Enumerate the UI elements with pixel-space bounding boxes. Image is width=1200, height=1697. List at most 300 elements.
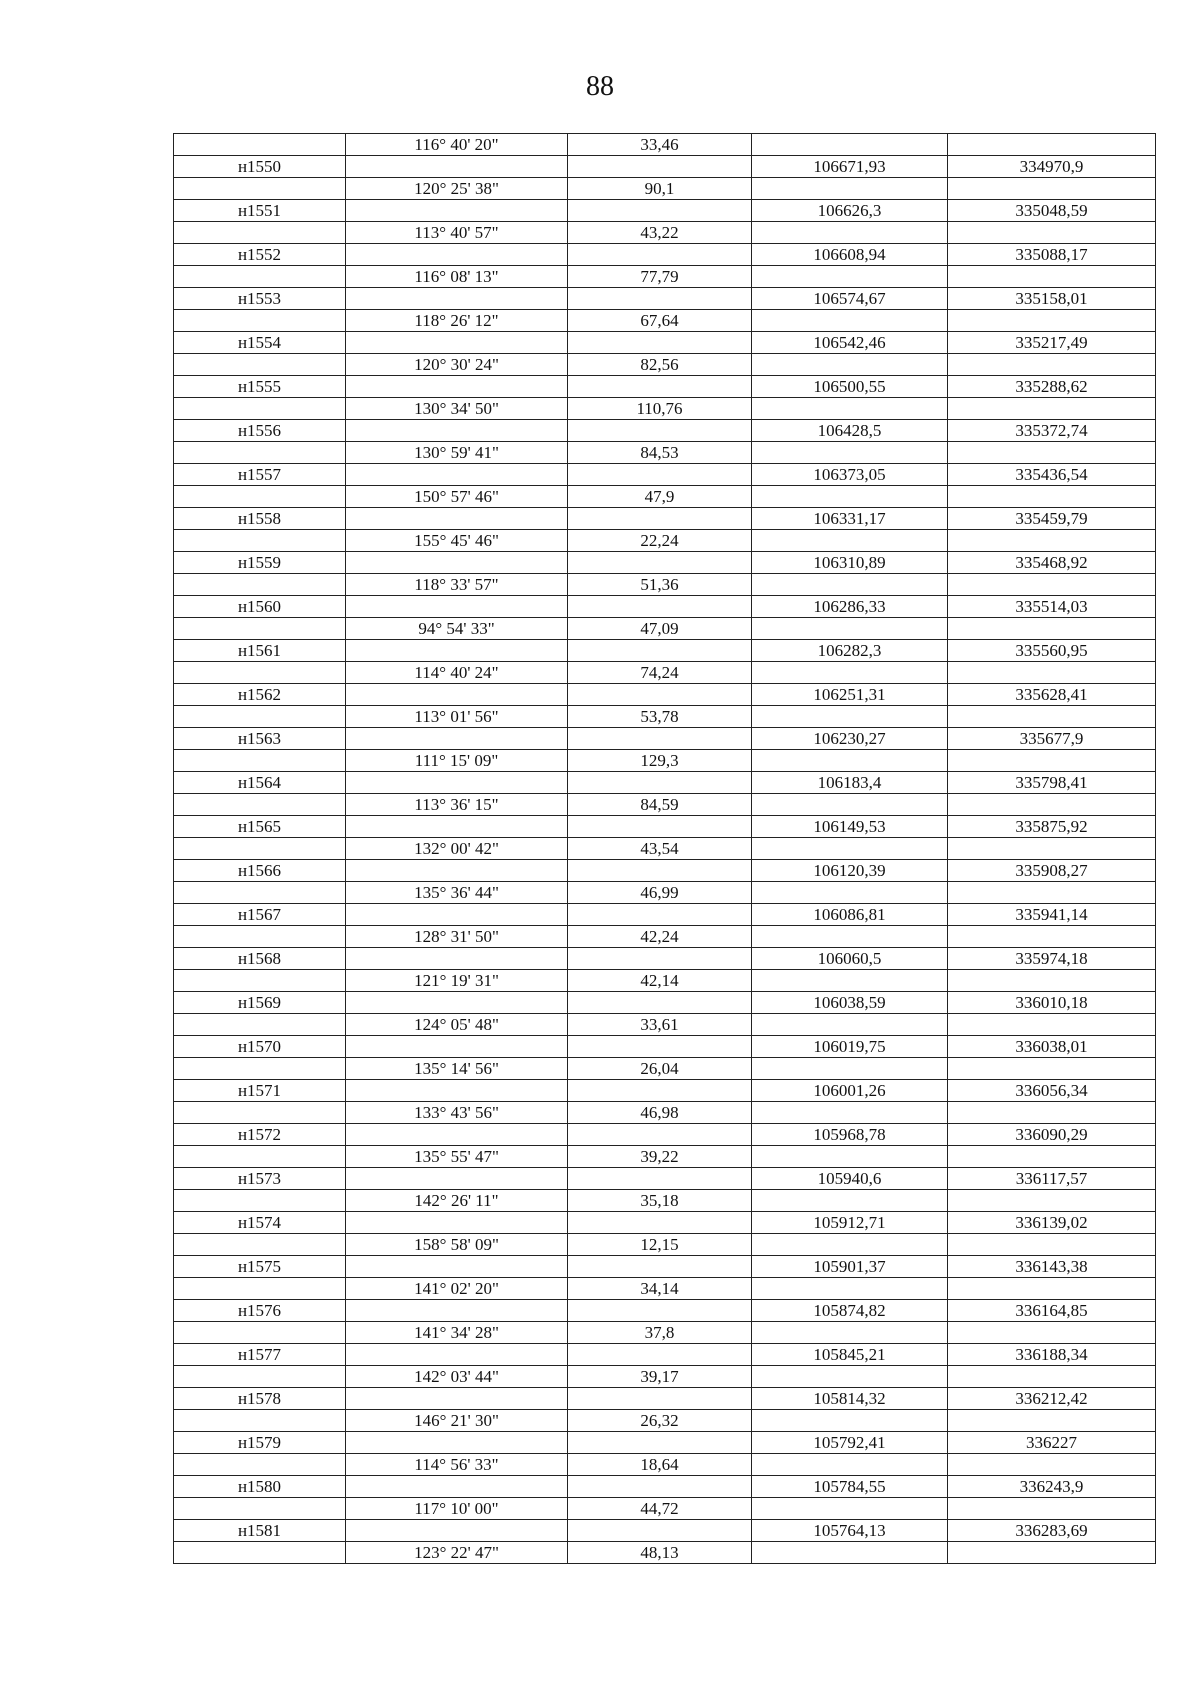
- y-coordinate-cell: 335459,79: [948, 508, 1156, 530]
- direction-angle-cell: [346, 200, 568, 222]
- segment-row: [174, 662, 1156, 684]
- segment-length-cell: [568, 1256, 752, 1278]
- direction-angle-cell: [346, 1124, 568, 1146]
- x-coordinate-cell: [752, 926, 948, 948]
- segment-length-cell: 26,32: [568, 1410, 752, 1432]
- point-name-cell: [174, 222, 346, 244]
- y-coordinate-cell: 336139,02: [948, 1212, 1156, 1234]
- point-row: [174, 1212, 1156, 1234]
- segment-length-cell: [568, 508, 752, 530]
- x-coordinate-cell: 106626,3: [752, 200, 948, 222]
- segment-row: [174, 1278, 1156, 1300]
- x-coordinate-cell: 106183,4: [752, 772, 948, 794]
- y-coordinate-cell: [948, 750, 1156, 772]
- segment-length-cell: 77,79: [568, 266, 752, 288]
- point-name-cell: [174, 662, 346, 684]
- x-coordinate-cell: 106251,31: [752, 684, 948, 706]
- segment-length-cell: [568, 596, 752, 618]
- point-name-cell: н1580: [174, 1476, 346, 1498]
- y-coordinate-cell: 335628,41: [948, 684, 1156, 706]
- x-coordinate-cell: [752, 1454, 948, 1476]
- point-name-cell: [174, 398, 346, 420]
- point-name-cell: [174, 926, 346, 948]
- y-coordinate-cell: [948, 1542, 1156, 1564]
- direction-angle-cell: 133° 43' 56": [346, 1102, 568, 1124]
- direction-angle-cell: [346, 332, 568, 354]
- segment-length-cell: 37,8: [568, 1322, 752, 1344]
- x-coordinate-cell: [752, 1322, 948, 1344]
- point-row: [174, 332, 1156, 354]
- x-coordinate-cell: [752, 1146, 948, 1168]
- y-coordinate-cell: [948, 1366, 1156, 1388]
- point-name-cell: н1552: [174, 244, 346, 266]
- x-coordinate-cell: [752, 398, 948, 420]
- segment-row: [174, 310, 1156, 332]
- direction-angle-cell: [346, 288, 568, 310]
- segment-row: [174, 530, 1156, 552]
- x-coordinate-cell: 106120,39: [752, 860, 948, 882]
- y-coordinate-cell: [948, 1146, 1156, 1168]
- point-name-cell: н1574: [174, 1212, 346, 1234]
- point-name-cell: н1559: [174, 552, 346, 574]
- x-coordinate-cell: 105814,32: [752, 1388, 948, 1410]
- point-row: [174, 1388, 1156, 1410]
- segment-length-cell: 51,36: [568, 574, 752, 596]
- point-row: [174, 156, 1156, 178]
- y-coordinate-cell: 336188,34: [948, 1344, 1156, 1366]
- x-coordinate-cell: 106310,89: [752, 552, 948, 574]
- segment-length-cell: 43,22: [568, 222, 752, 244]
- segment-row: [174, 750, 1156, 772]
- point-name-cell: [174, 134, 346, 156]
- y-coordinate-cell: [948, 1278, 1156, 1300]
- x-coordinate-cell: 105764,13: [752, 1520, 948, 1542]
- segment-length-cell: [568, 640, 752, 662]
- y-coordinate-cell: 335974,18: [948, 948, 1156, 970]
- direction-angle-cell: 130° 34' 50": [346, 398, 568, 420]
- y-coordinate-cell: 335158,01: [948, 288, 1156, 310]
- x-coordinate-cell: [752, 794, 948, 816]
- direction-angle-cell: 150° 57' 46": [346, 486, 568, 508]
- x-coordinate-cell: 106282,3: [752, 640, 948, 662]
- segment-length-cell: [568, 1432, 752, 1454]
- point-name-cell: [174, 1542, 346, 1564]
- coordinates-table-body: [174, 134, 1156, 1564]
- segment-row: [174, 1542, 1156, 1564]
- y-coordinate-cell: [948, 354, 1156, 376]
- y-coordinate-cell: [948, 838, 1156, 860]
- point-name-cell: н1567: [174, 904, 346, 926]
- direction-angle-cell: [346, 1432, 568, 1454]
- x-coordinate-cell: 105874,82: [752, 1300, 948, 1322]
- segment-length-cell: 46,99: [568, 882, 752, 904]
- segment-length-cell: [568, 244, 752, 266]
- segment-row: [174, 1410, 1156, 1432]
- direction-angle-cell: [346, 640, 568, 662]
- x-coordinate-cell: [752, 354, 948, 376]
- segment-row: [174, 134, 1156, 156]
- x-coordinate-cell: 106542,46: [752, 332, 948, 354]
- y-coordinate-cell: [948, 1454, 1156, 1476]
- y-coordinate-cell: 335468,92: [948, 552, 1156, 574]
- segment-length-cell: [568, 992, 752, 1014]
- direction-angle-cell: 130° 59' 41": [346, 442, 568, 464]
- segment-length-cell: 34,14: [568, 1278, 752, 1300]
- direction-angle-cell: [346, 1212, 568, 1234]
- y-coordinate-cell: 335514,03: [948, 596, 1156, 618]
- point-row: [174, 420, 1156, 442]
- y-coordinate-cell: 335941,14: [948, 904, 1156, 926]
- point-name-cell: н1556: [174, 420, 346, 442]
- y-coordinate-cell: [948, 222, 1156, 244]
- y-coordinate-cell: 335908,27: [948, 860, 1156, 882]
- segment-length-cell: [568, 464, 752, 486]
- point-name-cell: [174, 530, 346, 552]
- segment-row: [174, 398, 1156, 420]
- segment-length-cell: 39,17: [568, 1366, 752, 1388]
- y-coordinate-cell: [948, 398, 1156, 420]
- segment-row: [174, 926, 1156, 948]
- segment-length-cell: [568, 288, 752, 310]
- segment-length-cell: 12,15: [568, 1234, 752, 1256]
- x-coordinate-cell: 106086,81: [752, 904, 948, 926]
- point-row: [174, 904, 1156, 926]
- point-name-cell: н1572: [174, 1124, 346, 1146]
- y-coordinate-cell: 336243,9: [948, 1476, 1156, 1498]
- x-coordinate-cell: [752, 618, 948, 640]
- direction-angle-cell: [346, 948, 568, 970]
- y-coordinate-cell: [948, 794, 1156, 816]
- segment-length-cell: [568, 376, 752, 398]
- direction-angle-cell: 116° 40' 20": [346, 134, 568, 156]
- x-coordinate-cell: 106230,27: [752, 728, 948, 750]
- segment-length-cell: [568, 1344, 752, 1366]
- point-name-cell: н1569: [174, 992, 346, 1014]
- direction-angle-cell: [346, 992, 568, 1014]
- point-row: [174, 1256, 1156, 1278]
- point-row: [174, 200, 1156, 222]
- direction-angle-cell: [346, 464, 568, 486]
- y-coordinate-cell: [948, 1190, 1156, 1212]
- segment-length-cell: 42,14: [568, 970, 752, 992]
- point-name-cell: [174, 574, 346, 596]
- segment-row: [174, 882, 1156, 904]
- direction-angle-cell: 128° 31' 50": [346, 926, 568, 948]
- x-coordinate-cell: [752, 1190, 948, 1212]
- direction-angle-cell: 120° 30' 24": [346, 354, 568, 376]
- segment-row: [174, 354, 1156, 376]
- x-coordinate-cell: [752, 882, 948, 904]
- segment-length-cell: 67,64: [568, 310, 752, 332]
- y-coordinate-cell: [948, 618, 1156, 640]
- segment-length-cell: 48,13: [568, 1542, 752, 1564]
- direction-angle-cell: 94° 54' 33": [346, 618, 568, 640]
- y-coordinate-cell: 335372,74: [948, 420, 1156, 442]
- direction-angle-cell: [346, 728, 568, 750]
- x-coordinate-cell: 105792,41: [752, 1432, 948, 1454]
- segment-row: [174, 794, 1156, 816]
- x-coordinate-cell: 105912,71: [752, 1212, 948, 1234]
- y-coordinate-cell: 336212,42: [948, 1388, 1156, 1410]
- y-coordinate-cell: 335875,92: [948, 816, 1156, 838]
- segment-row: [174, 486, 1156, 508]
- x-coordinate-cell: [752, 838, 948, 860]
- point-name-cell: [174, 882, 346, 904]
- x-coordinate-cell: 105968,78: [752, 1124, 948, 1146]
- direction-angle-cell: 135° 14' 56": [346, 1058, 568, 1080]
- point-row: [174, 244, 1156, 266]
- point-name-cell: [174, 706, 346, 728]
- segment-length-cell: 44,72: [568, 1498, 752, 1520]
- y-coordinate-cell: [948, 1410, 1156, 1432]
- segment-row: [174, 178, 1156, 200]
- segment-length-cell: 129,3: [568, 750, 752, 772]
- direction-angle-cell: 142° 26' 11": [346, 1190, 568, 1212]
- point-name-cell: н1554: [174, 332, 346, 354]
- direction-angle-cell: [346, 1080, 568, 1102]
- x-coordinate-cell: [752, 1102, 948, 1124]
- x-coordinate-cell: [752, 310, 948, 332]
- direction-angle-cell: 113° 01' 56": [346, 706, 568, 728]
- point-row: [174, 552, 1156, 574]
- segment-length-cell: [568, 1212, 752, 1234]
- direction-angle-cell: 158° 58' 09": [346, 1234, 568, 1256]
- page-number: 88: [586, 71, 614, 102]
- y-coordinate-cell: 335048,59: [948, 200, 1156, 222]
- y-coordinate-cell: 336117,57: [948, 1168, 1156, 1190]
- segment-length-cell: 110,76: [568, 398, 752, 420]
- segment-length-cell: 35,18: [568, 1190, 752, 1212]
- y-coordinate-cell: 336227: [948, 1432, 1156, 1454]
- y-coordinate-cell: 336164,85: [948, 1300, 1156, 1322]
- direction-angle-cell: 111° 15' 09": [346, 750, 568, 772]
- point-row: [174, 816, 1156, 838]
- direction-angle-cell: 121° 19' 31": [346, 970, 568, 992]
- direction-angle-cell: [346, 816, 568, 838]
- point-name-cell: [174, 794, 346, 816]
- segment-length-cell: [568, 552, 752, 574]
- x-coordinate-cell: [752, 750, 948, 772]
- segment-length-cell: [568, 1168, 752, 1190]
- x-coordinate-cell: [752, 706, 948, 728]
- point-row: [174, 684, 1156, 706]
- direction-angle-cell: [346, 860, 568, 882]
- segment-length-cell: [568, 1080, 752, 1102]
- y-coordinate-cell: 335560,95: [948, 640, 1156, 662]
- x-coordinate-cell: [752, 486, 948, 508]
- point-row: [174, 1036, 1156, 1058]
- x-coordinate-cell: 105940,6: [752, 1168, 948, 1190]
- point-name-cell: [174, 1322, 346, 1344]
- x-coordinate-cell: [752, 1542, 948, 1564]
- segment-length-cell: [568, 1300, 752, 1322]
- direction-angle-cell: 146° 21' 30": [346, 1410, 568, 1432]
- point-name-cell: н1573: [174, 1168, 346, 1190]
- segment-length-cell: 26,04: [568, 1058, 752, 1080]
- segment-row: [174, 1102, 1156, 1124]
- y-coordinate-cell: [948, 442, 1156, 464]
- y-coordinate-cell: [948, 926, 1156, 948]
- direction-angle-cell: [346, 156, 568, 178]
- segment-row: [174, 222, 1156, 244]
- y-coordinate-cell: [948, 1058, 1156, 1080]
- segment-length-cell: 90,1: [568, 178, 752, 200]
- segment-row: [174, 1234, 1156, 1256]
- point-name-cell: н1555: [174, 376, 346, 398]
- x-coordinate-cell: 106038,59: [752, 992, 948, 1014]
- y-coordinate-cell: [948, 1102, 1156, 1124]
- segment-length-cell: [568, 816, 752, 838]
- point-name-cell: н1579: [174, 1432, 346, 1454]
- segment-length-cell: [568, 728, 752, 750]
- point-row: [174, 288, 1156, 310]
- segment-length-cell: 84,53: [568, 442, 752, 464]
- segment-length-cell: 47,9: [568, 486, 752, 508]
- direction-angle-cell: [346, 772, 568, 794]
- point-name-cell: н1561: [174, 640, 346, 662]
- point-name-cell: [174, 354, 346, 376]
- direction-angle-cell: [346, 552, 568, 574]
- direction-angle-cell: [346, 1300, 568, 1322]
- segment-row: [174, 1146, 1156, 1168]
- point-name-cell: [174, 1102, 346, 1124]
- point-row: [174, 464, 1156, 486]
- point-name-cell: н1564: [174, 772, 346, 794]
- point-name-cell: н1575: [174, 1256, 346, 1278]
- y-coordinate-cell: 335436,54: [948, 464, 1156, 486]
- x-coordinate-cell: [752, 1498, 948, 1520]
- direction-angle-cell: 118° 33' 57": [346, 574, 568, 596]
- direction-angle-cell: 117° 10' 00": [346, 1498, 568, 1520]
- y-coordinate-cell: [948, 882, 1156, 904]
- x-coordinate-cell: 106060,5: [752, 948, 948, 970]
- point-row: [174, 1168, 1156, 1190]
- point-row: [174, 1080, 1156, 1102]
- segment-length-cell: [568, 1388, 752, 1410]
- point-name-cell: н1578: [174, 1388, 346, 1410]
- segment-length-cell: 53,78: [568, 706, 752, 728]
- direction-angle-cell: [346, 1520, 568, 1542]
- point-name-cell: [174, 1146, 346, 1168]
- direction-angle-cell: 116° 08' 13": [346, 266, 568, 288]
- segment-length-cell: 39,22: [568, 1146, 752, 1168]
- segment-length-cell: [568, 772, 752, 794]
- x-coordinate-cell: [752, 1058, 948, 1080]
- point-name-cell: н1558: [174, 508, 346, 530]
- point-row: [174, 948, 1156, 970]
- point-name-cell: н1577: [174, 1344, 346, 1366]
- segment-length-cell: [568, 332, 752, 354]
- segment-length-cell: [568, 420, 752, 442]
- point-name-cell: н1553: [174, 288, 346, 310]
- y-coordinate-cell: 335217,49: [948, 332, 1156, 354]
- direction-angle-cell: 123° 22' 47": [346, 1542, 568, 1564]
- direction-angle-cell: [346, 596, 568, 618]
- y-coordinate-cell: 336283,69: [948, 1520, 1156, 1542]
- direction-angle-cell: 142° 03' 44": [346, 1366, 568, 1388]
- x-coordinate-cell: 106149,53: [752, 816, 948, 838]
- segment-length-cell: 33,61: [568, 1014, 752, 1036]
- y-coordinate-cell: [948, 530, 1156, 552]
- x-coordinate-cell: [752, 178, 948, 200]
- point-name-cell: [174, 1058, 346, 1080]
- y-coordinate-cell: [948, 706, 1156, 728]
- point-name-cell: н1560: [174, 596, 346, 618]
- segment-row: [174, 1498, 1156, 1520]
- segment-length-cell: 82,56: [568, 354, 752, 376]
- segment-length-cell: 42,24: [568, 926, 752, 948]
- point-row: [174, 596, 1156, 618]
- direction-angle-cell: [346, 1256, 568, 1278]
- direction-angle-cell: 114° 40' 24": [346, 662, 568, 684]
- y-coordinate-cell: [948, 310, 1156, 332]
- direction-angle-cell: 114° 56' 33": [346, 1454, 568, 1476]
- x-coordinate-cell: [752, 1278, 948, 1300]
- x-coordinate-cell: 106608,94: [752, 244, 948, 266]
- y-coordinate-cell: [948, 662, 1156, 684]
- point-name-cell: [174, 838, 346, 860]
- x-coordinate-cell: [752, 1366, 948, 1388]
- segment-row: [174, 574, 1156, 596]
- point-name-cell: н1551: [174, 200, 346, 222]
- segment-length-cell: 43,54: [568, 838, 752, 860]
- segment-row: [174, 1190, 1156, 1212]
- direction-angle-cell: 118° 26' 12": [346, 310, 568, 332]
- y-coordinate-cell: 335088,17: [948, 244, 1156, 266]
- point-row: [174, 1300, 1156, 1322]
- segment-row: [174, 970, 1156, 992]
- direction-angle-cell: 132° 00' 42": [346, 838, 568, 860]
- point-name-cell: [174, 750, 346, 772]
- point-name-cell: н1550: [174, 156, 346, 178]
- segment-length-cell: [568, 860, 752, 882]
- y-coordinate-cell: [948, 1322, 1156, 1344]
- x-coordinate-cell: 106428,5: [752, 420, 948, 442]
- segment-length-cell: 18,64: [568, 1454, 752, 1476]
- y-coordinate-cell: 336010,18: [948, 992, 1156, 1014]
- y-coordinate-cell: [948, 178, 1156, 200]
- point-name-cell: [174, 1366, 346, 1388]
- y-coordinate-cell: [948, 1014, 1156, 1036]
- direction-angle-cell: [346, 376, 568, 398]
- segment-row: [174, 1454, 1156, 1476]
- x-coordinate-cell: [752, 970, 948, 992]
- direction-angle-cell: [346, 420, 568, 442]
- coordinates-table: [173, 133, 1156, 1564]
- direction-angle-cell: 155° 45' 46": [346, 530, 568, 552]
- segment-length-cell: [568, 684, 752, 706]
- y-coordinate-cell: [948, 134, 1156, 156]
- x-coordinate-cell: [752, 574, 948, 596]
- point-name-cell: н1568: [174, 948, 346, 970]
- point-name-cell: [174, 1410, 346, 1432]
- x-coordinate-cell: [752, 1234, 948, 1256]
- point-row: [174, 1124, 1156, 1146]
- segment-length-cell: [568, 200, 752, 222]
- y-coordinate-cell: 336038,01: [948, 1036, 1156, 1058]
- x-coordinate-cell: [752, 442, 948, 464]
- x-coordinate-cell: 106286,33: [752, 596, 948, 618]
- segment-length-cell: [568, 1036, 752, 1058]
- direction-angle-cell: [346, 684, 568, 706]
- y-coordinate-cell: 335288,62: [948, 376, 1156, 398]
- point-name-cell: н1576: [174, 1300, 346, 1322]
- direction-angle-cell: 113° 36' 15": [346, 794, 568, 816]
- point-name-cell: [174, 442, 346, 464]
- segment-length-cell: [568, 156, 752, 178]
- point-row: [174, 1520, 1156, 1542]
- point-name-cell: [174, 266, 346, 288]
